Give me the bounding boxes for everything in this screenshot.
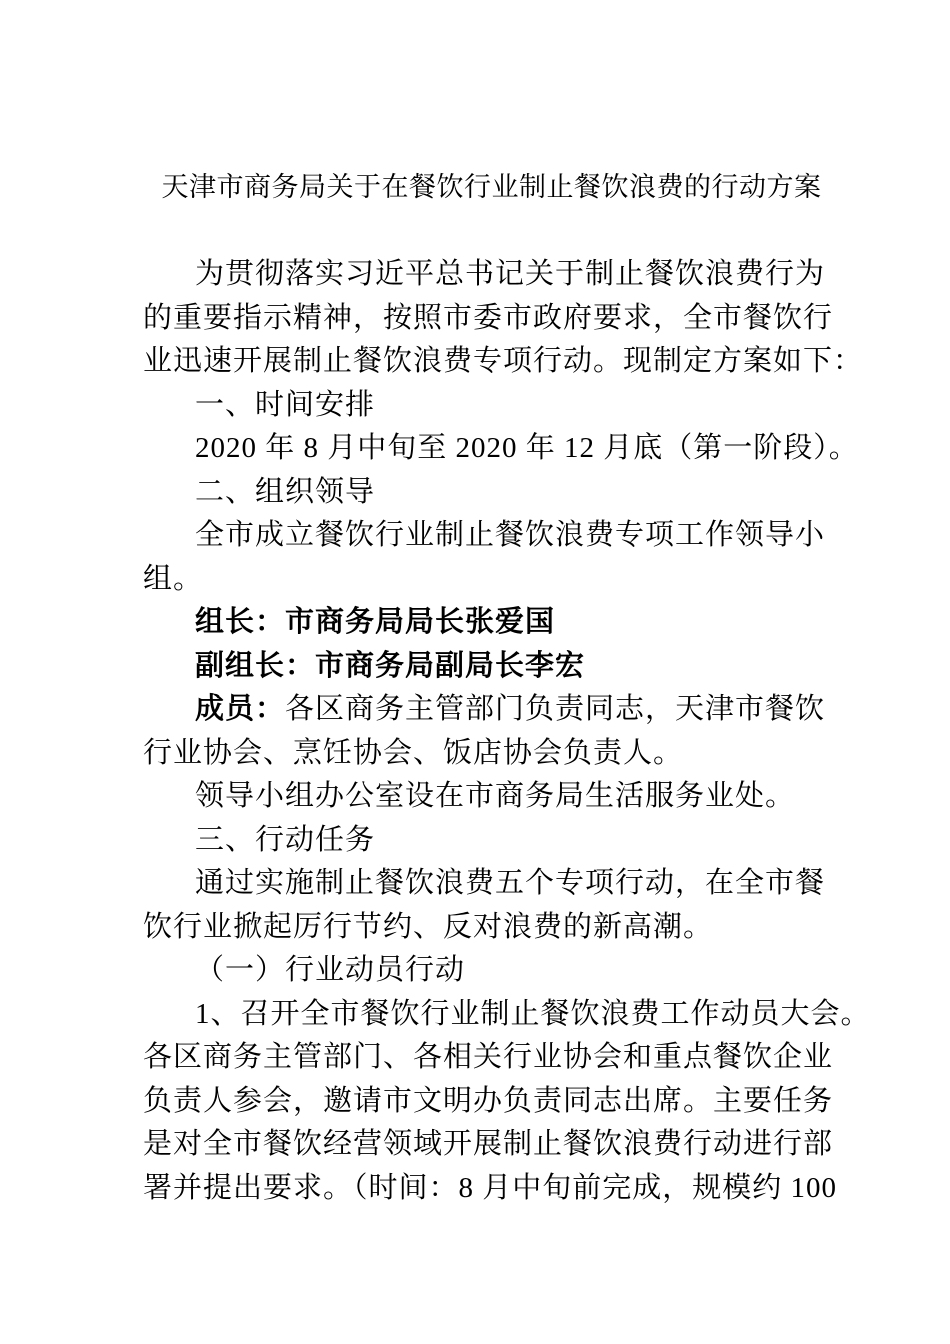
text-line — [143, 906, 840, 950]
text-line — [143, 471, 840, 515]
paragraph-lines — [143, 253, 871, 1210]
text-segment: 一、时间安排 — [195, 388, 376, 421]
text-segment: 三、行动任务 — [195, 823, 376, 856]
text-segment-bold: 成员： — [195, 693, 286, 725]
text-segment: 全市成立餐饮行业制止餐饮浪费专项工作领导小 — [195, 519, 826, 551]
text-segment: 领导小组办公室设在市商务局生活服务业处。 — [195, 780, 796, 812]
text-segment: 各区商务主管部门、各相关行业协会和重点餐饮企业 — [143, 1041, 834, 1073]
text-segment: 1、召开全市餐饮行业制止餐饮浪费工作动员大会。 — [195, 997, 871, 1030]
text-segment: 行业协会、烹饪协会、饭店协会负责人。 — [143, 736, 684, 769]
text-line — [143, 514, 840, 558]
text-line — [143, 645, 840, 689]
text-segment: 的重要指示精神，按照市委市政府要求，全市餐饮行 — [143, 301, 834, 334]
text-segment: 2020 年 8 月中旬至 2020 年 12 月底（第一阶段）。 — [195, 432, 859, 464]
text-line — [143, 1167, 840, 1211]
text-segment: 二、组织领导 — [195, 475, 376, 508]
document-title: 天津市商务局关于在餐饮行业制止餐饮浪费的行动方案 — [161, 172, 822, 202]
text-segment-bold: 组长：市商务局局长张爱国 — [195, 606, 556, 638]
text-segment: 为贯彻落实习近平总书记关于制止餐饮浪费行为 — [195, 258, 826, 290]
text-line — [143, 949, 840, 993]
text-line — [143, 862, 840, 906]
text-segment: 各区商务主管部门负责同志，天津市餐饮 — [285, 693, 826, 725]
text-segment: 组。 — [143, 562, 204, 595]
text-segment: 负责人参会，邀请市文明办负责同志出席。主要任务 — [143, 1084, 834, 1117]
text-segment: 业迅速开展制止餐饮浪费专项行动。现制定方案如下： — [143, 345, 864, 377]
text-line — [143, 732, 840, 776]
text-line — [143, 993, 871, 1037]
text-line — [143, 1080, 840, 1124]
document-body — [143, 166, 871, 1210]
text-segment: 是对全市餐饮经营领域开展制止餐饮浪费行动进行部 — [143, 1128, 834, 1160]
text-line — [143, 1123, 840, 1167]
text-line — [143, 297, 840, 341]
text-line — [143, 819, 840, 863]
text-segment: 饮行业掀起厉行节约、反对浪费的新高潮。 — [143, 910, 714, 943]
text-line — [143, 384, 840, 428]
text-line — [143, 688, 840, 732]
text-segment: 通过实施制止餐饮浪费五个专项行动，在全市餐 — [195, 867, 826, 899]
text-line — [143, 558, 840, 602]
text-line — [143, 601, 840, 645]
text-line — [143, 427, 859, 471]
text-segment: 署并提出要求。（时间：8 月中旬前完成，规模约 100 — [143, 1171, 838, 1204]
text-line — [143, 340, 864, 384]
text-line — [143, 775, 840, 819]
text-line — [143, 253, 840, 297]
text-segment-bold: 副组长：市商务局副局长李宏 — [195, 649, 586, 682]
text-segment: （一）行业动员行动 — [195, 954, 466, 986]
text-line — [143, 1036, 840, 1080]
